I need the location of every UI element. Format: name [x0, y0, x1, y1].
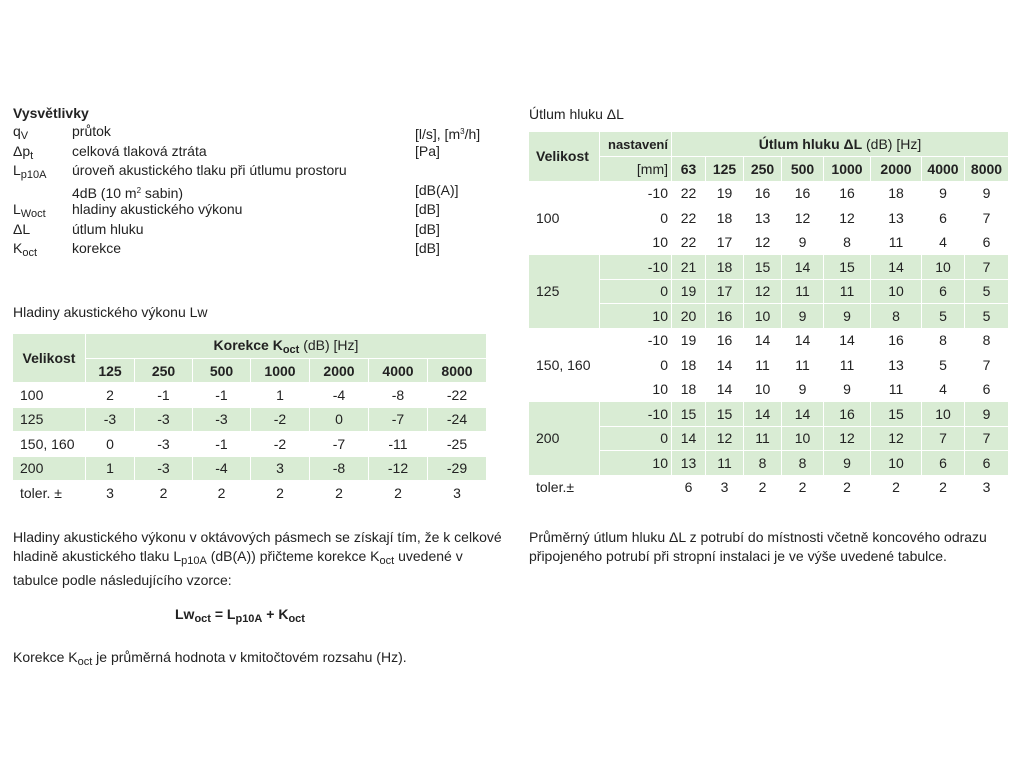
lw-cell: -1 [215, 386, 228, 403]
dl-cell: 19 [716, 185, 733, 202]
lw-cell: -7 [332, 435, 346, 452]
lw-cell: -25 [446, 435, 468, 452]
dl-cell: 11 [795, 356, 810, 373]
dl-table-row [529, 378, 1008, 402]
dl-cell: 14 [871, 255, 921, 279]
dl-cell: 9 [939, 185, 947, 202]
dl-cell: 21 [672, 255, 705, 279]
dl-cell: 9 [824, 304, 870, 328]
lw-row-label: 100 [20, 386, 44, 403]
lw-cell: 2 [217, 484, 226, 501]
dl-cell: 12 [754, 234, 771, 251]
dl-freq-header: 4000 [922, 157, 964, 181]
dl-group-header: Útlum hluku ΔL (dB) [Hz] [672, 132, 1008, 156]
lw-cell: -8 [391, 386, 405, 403]
lw-cell: -8 [310, 457, 368, 481]
lw-cell: -2 [251, 408, 309, 432]
dl-cell: 14 [782, 255, 823, 279]
lw-cell: -1 [215, 435, 228, 452]
dl-cell: 8 [782, 451, 823, 475]
dl-cell: 19 [672, 280, 705, 304]
lw-cell: 2 [106, 386, 114, 403]
dl-cell: 11 [888, 381, 904, 398]
dl-cell: 6 [922, 451, 964, 475]
dl-cell: 5 [939, 356, 947, 373]
lw-row-label: toler. ± [20, 484, 62, 501]
dl-cell: 13 [888, 356, 904, 373]
dl-cell: 6 [922, 280, 964, 304]
dl-cell: 14 [839, 332, 855, 349]
lw-table-row [13, 457, 486, 481]
formula: $Lw_{oct} = L_{p10A} + K_{oct}$ [175, 606, 305, 625]
dl-setting-cell: 10 [600, 451, 671, 475]
dl-setting-header: nastavení [600, 132, 671, 156]
dl-table-row [529, 280, 1008, 304]
dl-cell: 13 [754, 209, 771, 226]
lw-table-row [13, 408, 486, 432]
dl-setting-unit: [mm] [600, 157, 671, 181]
dl-toler-label: toler.± [536, 479, 575, 496]
lw-table-title: Hladiny akustického výkonu Lw [13, 304, 208, 320]
lw-freq-header: 4000 [369, 359, 427, 382]
dl-cell: 14 [716, 356, 733, 373]
legend-description: útlum hluku [72, 220, 144, 237]
dl-cell: 11 [782, 280, 823, 304]
dl-cell: 14 [672, 427, 705, 451]
dl-cell: 6 [965, 451, 1008, 475]
dl-cell: 10 [782, 427, 823, 451]
lw-freq-header: 2000 [310, 359, 368, 382]
lw-cell: -4 [193, 457, 250, 481]
legend-unit: [dB] [415, 220, 440, 237]
dl-cell: 15 [706, 402, 743, 426]
lw-cell: 3 [106, 484, 114, 501]
legend-item [13, 239, 493, 259]
lw-table-row [13, 481, 486, 505]
lw-freq-header: 500 [193, 359, 250, 382]
dl-cell: 9 [824, 451, 870, 475]
dl-freq-header: 1000 [824, 157, 870, 181]
koct-note: Korekce $K_{oct}$ je průměrná hodnota v kmitočtovém rozsahu (Hz). [13, 649, 407, 668]
dl-cell: 14 [782, 402, 823, 426]
lw-cell: -4 [332, 386, 346, 403]
dl-setting-cell: -10 [647, 332, 668, 349]
lw-cell: 2 [276, 484, 284, 501]
legend-symbol: $L_{p10A}$ [13, 162, 47, 181]
dl-cell: 14 [754, 332, 771, 349]
dl-cell: 11 [744, 427, 781, 451]
dl-cell: 8 [871, 304, 921, 328]
dl-cell: 10 [922, 255, 964, 279]
dl-cell: 16 [794, 185, 811, 202]
lw-row-label: 200 [13, 457, 85, 481]
dl-cell: 9 [798, 381, 807, 398]
lw-cell: -24 [428, 408, 486, 432]
legend-item [13, 220, 493, 240]
dl-cell: 5 [922, 304, 964, 328]
lw-cell: 1 [276, 386, 284, 403]
lw-freq-header: 8000 [428, 359, 486, 382]
dl-cell: 12 [871, 427, 921, 451]
legend-unit: [dB(A)] [415, 181, 459, 198]
lw-freq-header: 125 [86, 359, 134, 382]
lw-cell: 2 [335, 484, 343, 501]
lw-cell: 0 [310, 408, 368, 432]
lw-table-row [13, 432, 486, 456]
dl-cell: 10 [871, 280, 921, 304]
dl-cell: 14 [794, 332, 811, 349]
lw-cell: -7 [369, 408, 427, 432]
dl-table-row [529, 427, 1008, 451]
dl-cell: 16 [888, 332, 904, 349]
dl-cell: 15 [744, 255, 781, 279]
dl-cell: 18 [706, 255, 743, 279]
legend-symbol: $K_{oct}$ [13, 240, 38, 259]
dl-cell: 16 [754, 185, 771, 202]
dl-cell: 16 [839, 185, 855, 202]
legend-description: korekce [72, 240, 122, 256]
dl-cell: 11 [824, 280, 870, 304]
legend-item [13, 161, 493, 181]
dl-cell: 7 [922, 427, 964, 451]
dl-freq-header: 125 [706, 157, 743, 181]
dl-cell: 7 [982, 209, 991, 226]
lw-cell: -3 [86, 408, 134, 432]
dl-setting-cell: 10 [600, 304, 671, 328]
dl-cell: 11 [839, 356, 855, 373]
lw-cell: 3 [251, 457, 309, 481]
legend-item [13, 200, 493, 220]
dl-cell: 6 [982, 234, 991, 251]
legend-description: celková tlaková ztráta [72, 142, 207, 159]
dl-toler-cell: 2 [798, 479, 807, 496]
lw-cell: -22 [446, 386, 468, 403]
lw-cell: 1 [86, 457, 134, 481]
legend-unit: [dB] [415, 240, 440, 256]
dl-freq-header: 8000 [965, 157, 1008, 181]
lw-cell: 2 [159, 484, 168, 501]
dl-cell: 6 [982, 381, 991, 398]
dl-cell: 8 [843, 234, 851, 251]
dl-cell: 15 [871, 402, 921, 426]
lw-cell: -3 [157, 435, 170, 452]
dl-cell: 10 [754, 381, 771, 398]
dl-cell: 11 [888, 234, 904, 251]
dl-cell: 18 [680, 381, 697, 398]
dl-cell: 9 [843, 381, 851, 398]
dl-cell: 11 [706, 451, 743, 475]
dl-setting-cell: 0 [600, 280, 671, 304]
dl-cell: 8 [744, 451, 781, 475]
dl-cell: 16 [716, 332, 733, 349]
dl-toler-cell: 2 [758, 479, 767, 496]
dl-cell: 12 [839, 209, 855, 226]
legend-item [13, 142, 493, 162]
dl-cell: 4 [939, 381, 947, 398]
dl-cell: 22 [680, 209, 697, 226]
dl-cell: 12 [824, 427, 870, 451]
dl-cell: 5 [965, 304, 1008, 328]
dl-cell: 9 [782, 304, 823, 328]
dl-setting-cell: 0 [660, 356, 668, 373]
dl-size-label: 125 [529, 255, 599, 328]
dl-cell: 22 [680, 234, 697, 251]
dl-cell: 16 [824, 402, 870, 426]
dl-cell: 22 [680, 185, 697, 202]
dl-cell: 8 [939, 332, 947, 349]
dl-toler-cell: 6 [684, 479, 693, 496]
dl-cell: 12 [744, 280, 781, 304]
dl-setting-cell: 0 [600, 427, 671, 451]
lw-cell: -1 [157, 386, 170, 403]
dl-cell: 17 [716, 234, 733, 251]
dl-cell: 7 [965, 255, 1008, 279]
dl-table-row [529, 402, 1008, 426]
dl-setting-cell: -10 [647, 185, 668, 202]
lw-freq-header: 1000 [251, 359, 309, 382]
legend-title: Vysvětlivky [13, 105, 89, 121]
dl-toler-cell: 2 [843, 479, 851, 496]
lw-group-header: Korekce $K_{oct}$ (dB) [Hz] [86, 334, 486, 358]
legend-description: 4dB (10 $m^2$ sabin) [72, 184, 184, 201]
dl-freq-header: 250 [744, 157, 781, 181]
dl-toler-cell: 2 [939, 479, 947, 496]
lw-cell: -12 [369, 457, 427, 481]
lw-cell: -29 [428, 457, 486, 481]
dl-cell: 20 [672, 304, 705, 328]
dl-table [528, 131, 1009, 500]
dl-table-row [529, 206, 1008, 230]
lw-table [12, 333, 487, 506]
lw-table-row [13, 383, 486, 407]
legend-symbol: $\Delta p_t$ [13, 142, 34, 162]
dl-cell: 12 [794, 209, 811, 226]
dl-toler-cell: 2 [892, 479, 900, 496]
dl-cell: 13 [888, 209, 904, 226]
dl-cell: 7 [965, 427, 1008, 451]
dl-table-row [529, 304, 1008, 328]
lw-cell: 3 [453, 484, 461, 501]
dl-size-label: 200 [529, 402, 599, 475]
legend-description: úroveň akustického tlaku při útlumu prostoru [72, 162, 347, 178]
dl-table-title: Útlum hluku ΔL [529, 106, 624, 122]
dl-setting-cell: 10 [652, 381, 668, 398]
dl-cell: 15 [672, 402, 705, 426]
lw-row-label: 150, 160 [20, 435, 75, 452]
dl-toler-empty [600, 476, 671, 500]
dl-setting-cell: -10 [600, 255, 671, 279]
dl-cell: 8 [982, 332, 991, 349]
legend-symbol: $L_{Woct}$ [13, 201, 46, 220]
dl-freq-header: 2000 [871, 157, 921, 181]
dl-cell: 6 [939, 209, 947, 226]
dl-cell: 5 [965, 280, 1008, 304]
dl-table-row [529, 231, 1008, 255]
lw-row-header: Velikost [13, 334, 85, 382]
dl-cell: 18 [680, 356, 697, 373]
dl-cell: 10 [744, 304, 781, 328]
dl-cell: 9 [965, 402, 1008, 426]
dl-size-label: 100 [536, 209, 560, 226]
dl-cell: 19 [680, 332, 697, 349]
dl-cell: 7 [982, 356, 991, 373]
dl-cell: 15 [824, 255, 870, 279]
legend-unit: [dB] [415, 201, 440, 217]
lw-cell: -3 [193, 408, 250, 432]
legend-item [13, 181, 493, 201]
dl-row-header: Velikost [529, 132, 599, 181]
dl-cell: 18 [888, 185, 904, 202]
dl-table-row [529, 182, 1008, 206]
lw-row-label: 125 [13, 408, 85, 432]
dl-cell: 16 [706, 304, 743, 328]
legend [13, 104, 493, 259]
lw-cell: -11 [388, 435, 408, 452]
dl-cell: 17 [706, 280, 743, 304]
dl-setting-cell: 10 [652, 234, 668, 251]
dl-cell: 9 [982, 185, 991, 202]
dl-table-row [529, 451, 1008, 475]
lw-cell: -3 [135, 457, 192, 481]
dl-cell: 10 [922, 402, 964, 426]
lw-explanation-paragraph: Hladiny akustického výkonu v oktávových pásmech se získají tím, že k celkové hladině akustického tlaku $L_{p10A}$ (dB(A)) přičteme korekce $K_{oct}$ uvedené v tabulce podle následujícího vzorce: [13, 529, 502, 588]
dl-cell: 4 [939, 234, 947, 251]
dl-cell: 9 [798, 234, 807, 251]
lw-cell: -2 [273, 435, 287, 452]
dl-cell: 13 [672, 451, 705, 475]
dl-table-row [529, 329, 1008, 353]
dl-cell: 14 [716, 381, 733, 398]
legend-symbol: ΔL [13, 220, 31, 237]
dl-setting-cell: 0 [660, 209, 668, 226]
lw-cell: 2 [394, 484, 402, 501]
dl-cell: 14 [744, 402, 781, 426]
dl-toler-cell: 3 [720, 479, 729, 496]
lw-cell: -3 [135, 408, 192, 432]
dl-cell: 11 [755, 356, 770, 373]
dl-toler-cell: 3 [982, 479, 991, 496]
dl-size-label: 150, 160 [536, 356, 591, 373]
legend-item [13, 122, 493, 142]
dl-cell: 18 [716, 209, 733, 226]
dl-table-row [529, 353, 1008, 377]
legend-list [13, 122, 493, 259]
lw-cell: 0 [106, 435, 114, 452]
legend-symbol: $q_V$ [13, 123, 29, 142]
dl-table-row [529, 255, 1008, 279]
dl-freq-header: 500 [782, 157, 823, 181]
dl-cell: 12 [706, 427, 743, 451]
legend-unit: [l/s], $[m^3/h]$ [415, 126, 481, 142]
dl-cell: 10 [871, 451, 921, 475]
legend-description: průtok [72, 123, 111, 139]
dl-explanation-paragraph: Průměrný útlum hluku ΔL z potrubí do místnosti včetně koncového odrazu připojeného potrubí při stropní instalaci je ve výše uvedené tabulce. [529, 529, 987, 564]
lw-freq-header: 250 [135, 359, 192, 382]
dl-toler-row [529, 476, 1008, 500]
dl-freq-header: 63 [672, 157, 705, 181]
dl-setting-cell: -10 [600, 402, 671, 426]
legend-description: hladiny akustického výkonu [72, 201, 243, 217]
legend-unit: [Pa] [415, 142, 440, 159]
